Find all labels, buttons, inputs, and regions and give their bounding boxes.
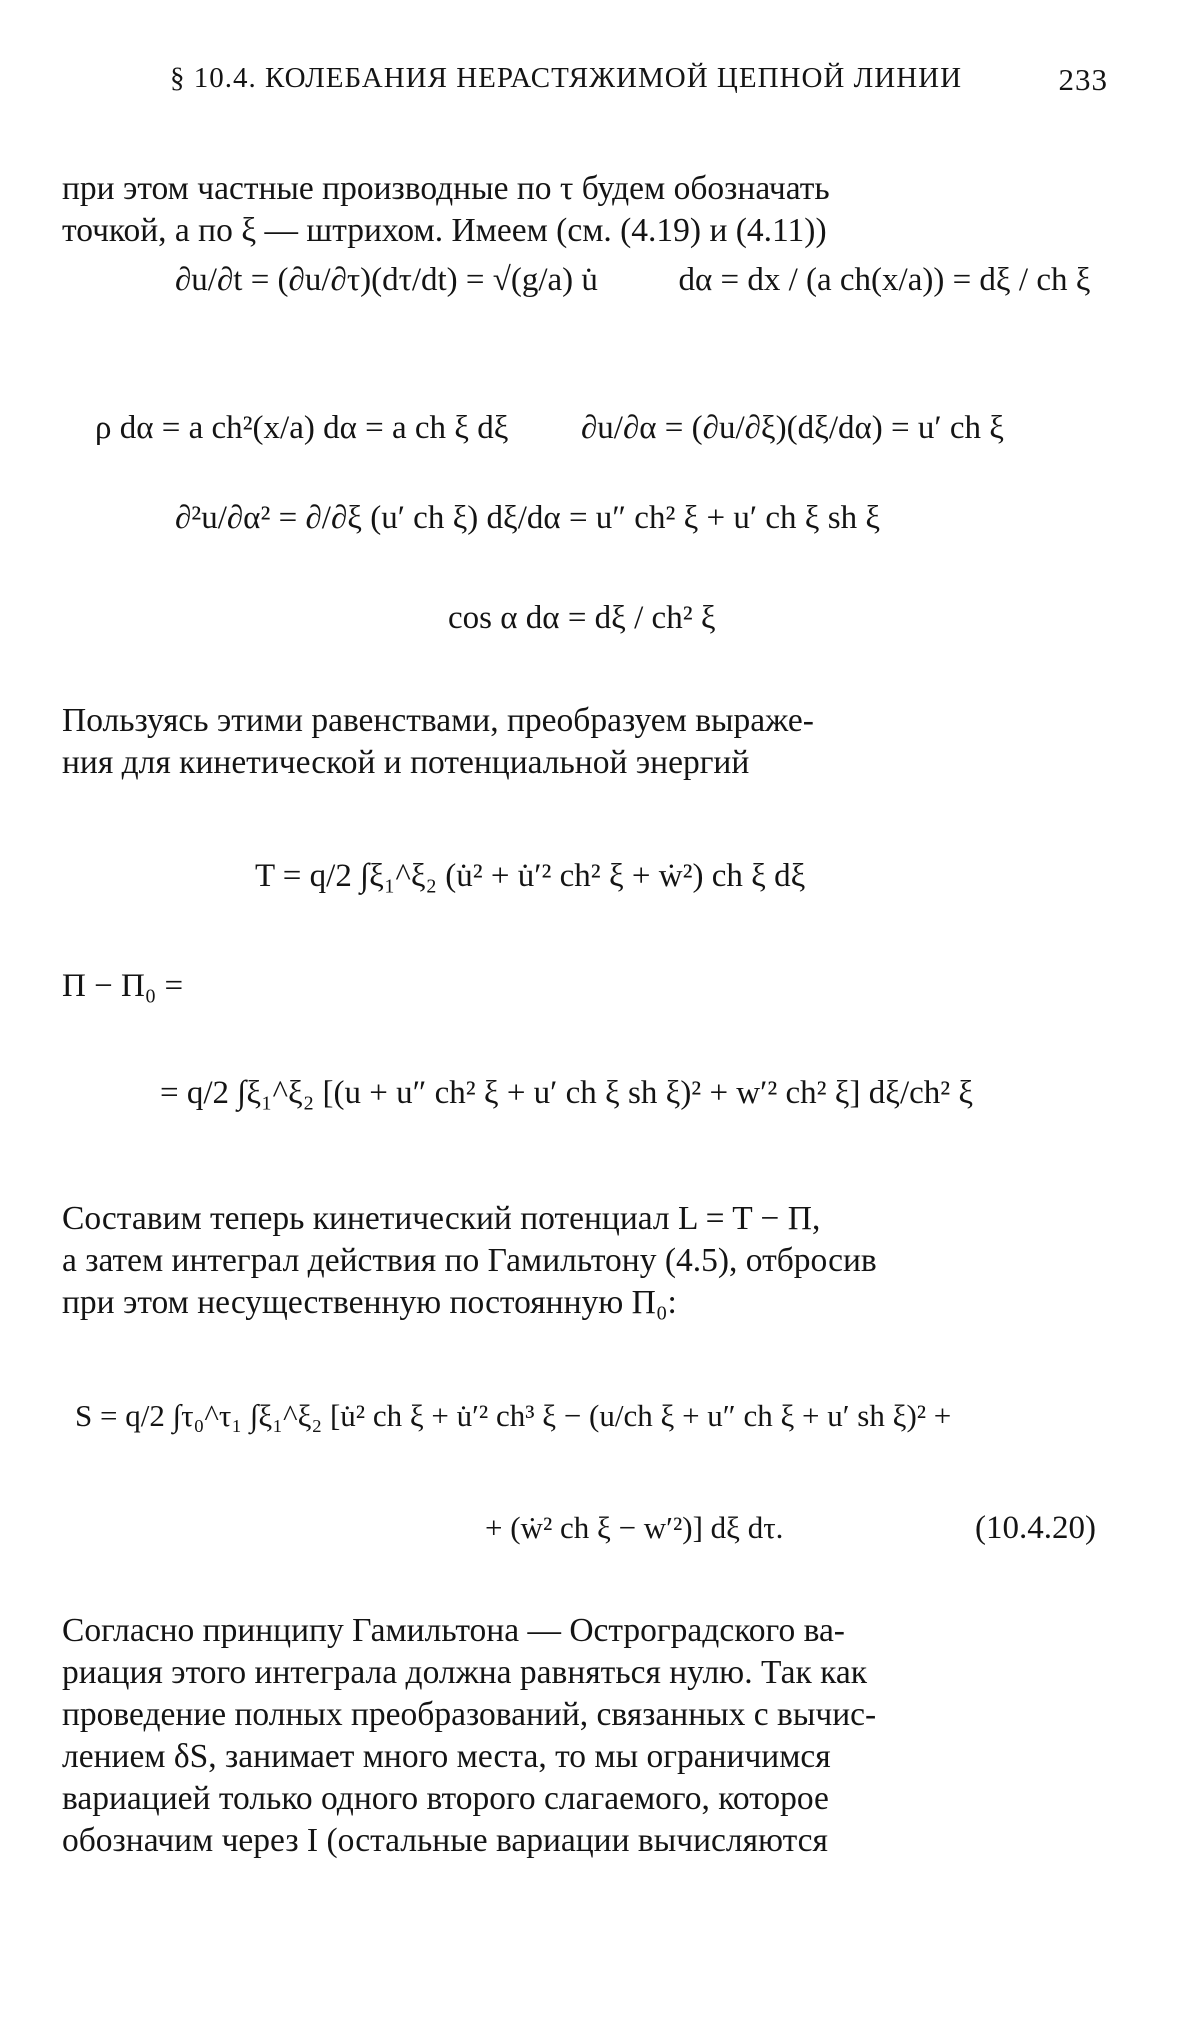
formula-4-text: cos α dα = dξ / ch² ξ	[448, 600, 716, 636]
formula-1a: ∂u/∂t = (∂u/∂τ)(dτ/dt) = √(g/a) u̇	[175, 262, 598, 298]
text-line: при этом несущественную постоянную Π₀:	[62, 1284, 677, 1321]
formula-3-text: ∂²u/∂α² = ∂/∂ξ (u′ ch ξ) dξ/dα = u″ ch² ξ + u′ ch ξ sh ξ	[175, 500, 881, 536]
formula-2	[95, 410, 1004, 447]
formula-T-text: T = q/2 ∫ξ₁^ξ₂ (u̇² + u̇′² ch² ξ + ẇ²) ch ξ dξ	[255, 858, 806, 894]
text-line: проведение полных преобразований, связанных с вычис-	[62, 1696, 877, 1733]
text-line: вариацией только одного второго слагаемого, которое	[62, 1780, 829, 1817]
formula-Pi-body: = q/2 ∫ξ₁^ξ₂ [(u + u″ ch² ξ + u′ ch ξ sh ξ)² + w′² ch² ξ] dξ/ch² ξ	[160, 1075, 974, 1111]
formula-2b: ∂u/∂α = (∂u/∂ξ)(dξ/dα) = u′ ch ξ	[580, 410, 1004, 446]
formula-kinetic-energy	[255, 858, 805, 895]
text-line: Составим теперь кинетический потенциал L = T − Π,	[62, 1200, 821, 1237]
text-line: при этом частные производные по τ будем обозначать	[62, 170, 830, 207]
equation-number: (10.4.20)	[975, 1510, 1096, 1546]
text-line: лением δS, занимает много места, то мы ограничимся	[62, 1738, 831, 1775]
paragraph-2	[62, 700, 1130, 784]
formula-Pi-head: Π − Π₀ =	[62, 968, 184, 1004]
formula-potential-energy-head	[62, 968, 183, 1005]
formula-S-line-2: + (ẇ² ch ξ − w′²)] dξ dτ.	[485, 1510, 784, 1545]
section-title: § 10.4. КОЛЕБАНИЯ НЕРАСТЯЖИМОЙ ЦЕПНОЙ ЛИНИИ	[170, 62, 963, 94]
formula-4	[448, 600, 716, 637]
formula-3	[175, 500, 880, 537]
running-header	[170, 62, 1130, 108]
page-number: 233	[1058, 62, 1108, 97]
formula-2a: ρ dα = a ch²(x/a) dα = a ch ξ dξ	[95, 410, 509, 446]
paragraph-3	[62, 1198, 1130, 1324]
text-line: Согласно принципу Гамильтона — Остроградского ва-	[62, 1612, 845, 1649]
text-line: ния для кинетической и потенциальной энергий	[62, 744, 750, 781]
text-line: Пользуясь этими равенствами, преобразуем выраже-	[62, 702, 814, 739]
formula-potential-energy-body	[160, 1075, 973, 1112]
formula-action-line-2	[485, 1510, 783, 1546]
text-line: обозначим через I (остальные вариации вычисляются	[62, 1822, 828, 1859]
text-line: точкой, а по ξ — штрихом. Имеем (см. (4.19) и (4.11))	[62, 212, 827, 249]
text-line: риация этого интеграла должна равняться нулю. Так как	[62, 1654, 868, 1691]
formula-S-line-1: S = q/2 ∫τ₀^τ₁ ∫ξ₁^ξ₂ [u̇² ch ξ + u̇′² ch³ ξ − (u/ch ξ + u″ ch ξ + u′ sh ξ)² +	[75, 1398, 952, 1433]
text-line: а затем интеграл действия по Гамильтону (4.5), отбросив	[62, 1242, 877, 1279]
formula-1	[175, 262, 1090, 299]
formula-action-line-1	[75, 1398, 951, 1434]
formula-1b: dα = dx / (a ch(x/a)) = dξ / ch ξ	[678, 262, 1091, 298]
paragraph-4	[62, 1610, 1130, 1862]
paragraph-1	[62, 168, 1130, 252]
